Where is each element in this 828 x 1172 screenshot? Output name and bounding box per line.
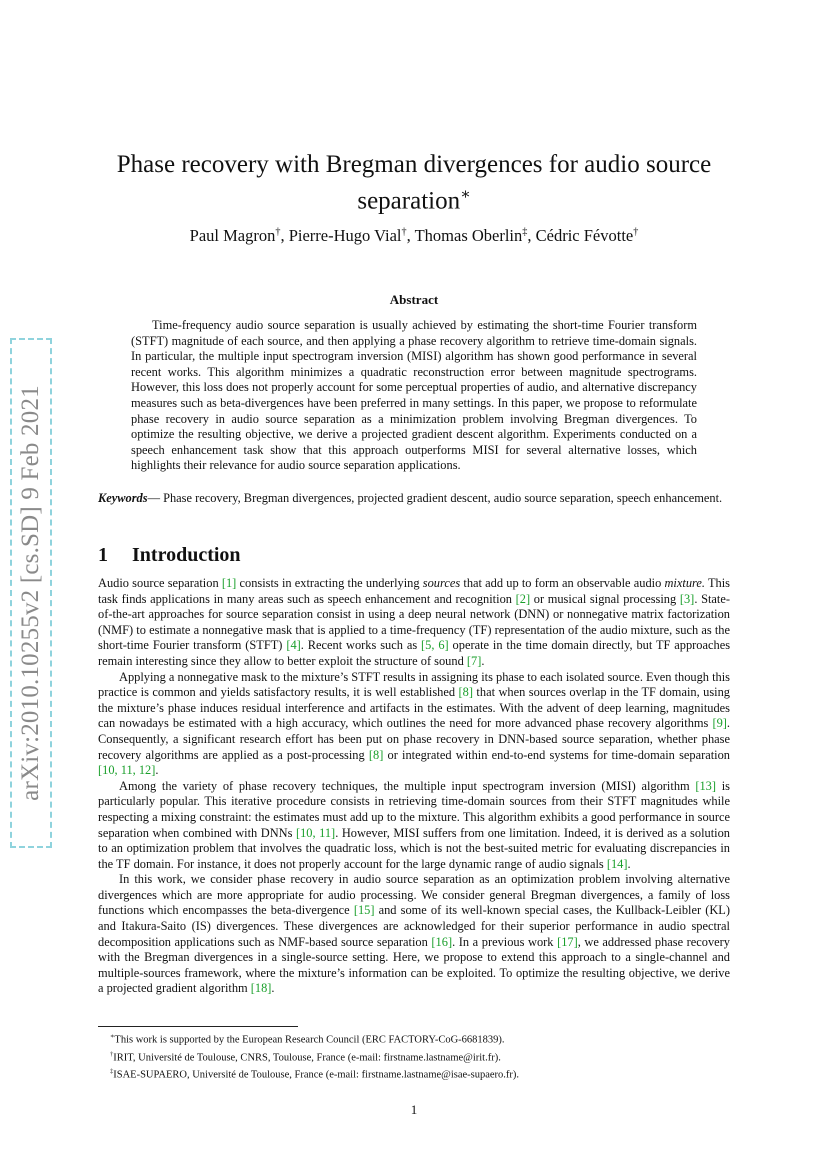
- arxiv-sidebar-stamp: [10, 338, 52, 848]
- footnote: [98, 1065, 730, 1083]
- author-name: Thomas Oberlin: [414, 226, 523, 245]
- citation-link[interactable]: [17]: [557, 934, 578, 949]
- footnote-mark: ∗: [110, 1033, 115, 1040]
- citation-link[interactable]: [15]: [353, 903, 375, 918]
- footnote-text: IRIT, Université de Toulouse, CNRS, Toulouse, France (e-mail: firstname.lastname@irit.fr).: [113, 1052, 501, 1063]
- footnote-mark: ‡: [110, 1068, 114, 1075]
- citation-link[interactable]: [16]: [431, 934, 453, 949]
- citation-link[interactable]: [18]: [250, 981, 272, 996]
- footnote: [98, 1030, 730, 1048]
- page-number: 1: [410, 1102, 418, 1117]
- author-name: Pierre-Hugo Vial: [288, 226, 402, 245]
- paragraph: Applying a nonnegative mask to the mixture’s STFT results in assigning its phase to each isolated source. Even though this practice is common and yields satisfactory results, it is well established [8] that when sources overlap in the TF domain, using the mixture’s phase induces residual interference and artifacts in the estimates. With the advent of deep learning, magnitudes can nowadays be estimated with a high accuracy, which outlines the need for more advanced phase recovery algorithms [9]. Consequently, a significant research effort has been put on phase recovery in DNN-based source separation, whether phase recovery algorithms are applied as a post-processing [8] or integrated within end-to-end systems for time-domain separation [10, 11, 12].: [98, 669, 730, 778]
- footnotes: [98, 1030, 730, 1083]
- section-title: Introduction: [132, 544, 241, 566]
- paragraph: Audio source separation [1] consists in extracting the underlying sources that add up to form an observable audio mixture. This task finds applications in many areas such as speech enhancement and recognition [2] or musical signal processing [3]. State-of-the-art approaches for source separation consist in using a deep neural network (DNN) or nonnegative matrix factorization (NMF) to estimate a nonnegative mask that is applied to a time-frequency (TF) representation of the audio mixture, such as the short-time Fourier transform (STFT) [4]. Recent works such as [5, 6] operate in the time domain directly, but TF approaches remain interesting since they allow to better exploit the structure of sound [7].: [98, 576, 731, 668]
- citation-link[interactable]: [10, 11, 12]: [98, 763, 156, 778]
- keywords-label: Keywords: [98, 491, 148, 505]
- citation-link[interactable]: [14]: [606, 856, 628, 871]
- citation-link[interactable]: [9]: [712, 716, 727, 731]
- author-list: Paul Magron†, Pierre-Hugo Vial†, Thomas Oberlin‡, Cédric Févotte†: [189, 226, 639, 245]
- footnote-mark: †: [110, 1050, 114, 1058]
- body-text: [98, 576, 730, 997]
- author-name: Cédric Févotte: [535, 226, 634, 245]
- citation-link[interactable]: [10, 11]: [295, 825, 336, 840]
- keywords: [98, 490, 730, 506]
- keywords-text: — Phase recovery, Bregman divergences, projected gradient descent, audio source separation, speech enhancement.: [147, 491, 723, 505]
- title-footnote-mark: ∗: [460, 186, 471, 203]
- paragraph: Among the variety of phase recovery techniques, the multiple input spectrogram inversion (MISI) algorithm [13] is particularly popular. This iterative procedure consists in retrieving time-domain sources from their STFT magnitudes while respecting a mixing constraint: the estimates must add up to the mixture. This algorithm exhibits a good performance in source separation when combined with DNNs [10, 11]. However, MISI suffers from one limitation. Indeed, it is derived as a solution to an optimization problem that involves the quadratic loss, which is not the best-suited metric for evaluating discrepancies in the TF domain. For instance, it does not properly account for the large dynamic range of audio signals [14].: [98, 778, 730, 871]
- author-affil-mark: †: [633, 226, 639, 238]
- citation-link[interactable]: [5, 6]: [421, 638, 449, 653]
- abstract-text: Time-frequency audio source separation is usually achieved by estimating the short-time Fourier transform (STFT) magnitude of each source, and then applying a phase recovery algorithm to retrieve time-domain signals. In particular, the multiple input spectrogram inversion (MISI) algorithm has shown good performance in several recent works. This algorithm minimizes a quadratic reconstruction error between magnitude spectrograms. However, this loss does not properly account for some perceptual properties of audio, and alternative discrepancy measures such as beta-divergences have been preferred in many settings. In this paper, we propose to reformulate phase recovery in audio source separation as a minimization problem involving Bregman divergences. To optimize the resulting objective, we derive a projected gradient descent algorithm. Experiments conducted on a speech enhancement task show that this approach outperforms MISI for several alternative losses, which highlights their relevance for audio source separation applications.: [131, 318, 697, 473]
- citation-link[interactable]: [4]: [286, 638, 301, 653]
- arxiv-id: arXiv:2010.10255v2 [cs.SD] 9 Feb 2021: [17, 385, 45, 801]
- paragraph: In this work, we consider phase recovery in audio source separation as an optimization problem involving alternative divergences which are more appropriate for audio processing. We consider general Bregman divergences, a family of loss functions which encompasses the beta-divergence [15] and some of its well-known special cases, the Kullback-Leibler (KL) and Itakura-Saito (IS) divergences. These divergences are acknowledged for their superior performance in audio spectral decomposition applications such as NMF-based source separation [16]. In a previous work [17], we addressed phase recovery with the Bregman divergences in a single-source setting. Here, we propose to extend this approach to a single-channel and multiple-sources framework, where the mixture’s information can be exploited. To optimize the resulting objective, we derive a projected gradient algorithm [18].: [98, 872, 731, 996]
- section-heading: [98, 544, 241, 567]
- abstract-heading: Abstract: [389, 292, 439, 307]
- citation-link[interactable]: [3]: [679, 591, 695, 606]
- author-name: Paul Magron: [189, 226, 276, 245]
- author-affil-mark: †: [401, 226, 407, 238]
- citation-link[interactable]: [8]: [458, 685, 473, 700]
- citation-link[interactable]: [8]: [368, 747, 384, 762]
- footnote: [98, 1048, 730, 1066]
- section-number: 1: [98, 544, 108, 566]
- citation-link[interactable]: [13]: [695, 778, 717, 793]
- footnote-rule: [98, 1026, 298, 1027]
- title-text: Phase recovery with Bregman divergences for audio source separation: [116, 151, 712, 215]
- citation-link[interactable]: [2]: [515, 591, 531, 606]
- footnote-text: ISAE-SUPAERO, Université de Toulouse, France (e-mail: firstname.lastname@isae-supaero.fr).: [113, 1069, 520, 1081]
- citation-link[interactable]: [1]: [221, 576, 237, 590]
- citation-link[interactable]: [7]: [466, 653, 482, 668]
- paper-title: [98, 150, 730, 216]
- author-affil-mark: †: [275, 226, 281, 238]
- author-affil-mark: ‡: [522, 226, 528, 238]
- footnote-text: This work is supported by the European Research Council (ERC FACTORY-CoG-6681839).: [114, 1034, 505, 1046]
